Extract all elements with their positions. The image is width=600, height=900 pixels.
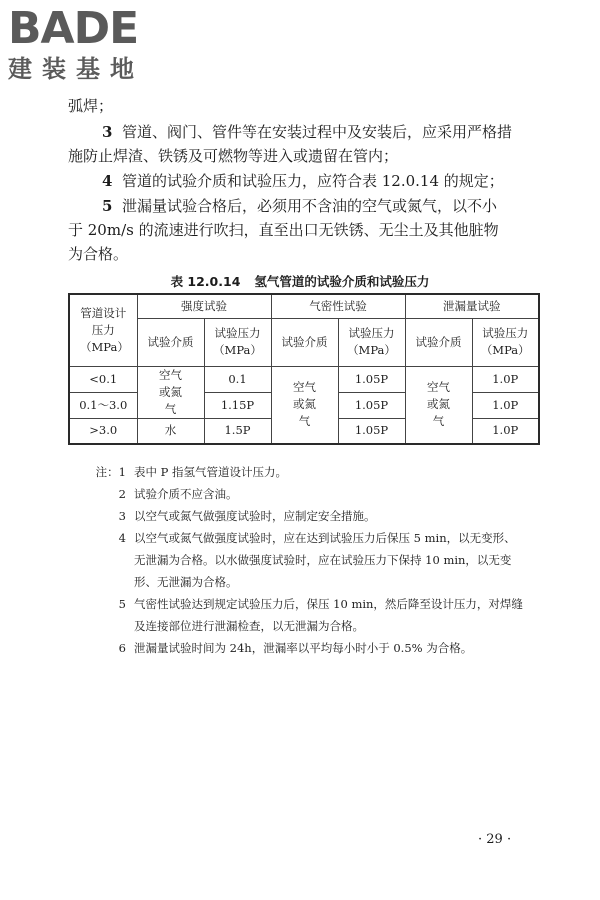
header-leak-medium: 试验介质 — [405, 318, 472, 366]
airtight-pressure-cell: 1.05P — [338, 418, 405, 444]
logo-brand-text: BADE — [8, 3, 139, 54]
test-pressure-table — [68, 293, 540, 445]
leak-medium-cell: 空气或氮气 — [405, 366, 472, 444]
item-number: 3 — [102, 123, 113, 141]
header-strength-test: 强度试验 — [137, 294, 271, 318]
paragraph-3-line-1 — [102, 121, 512, 143]
paragraph-5-line-1 — [102, 195, 497, 217]
note-label: 5 — [118, 597, 126, 611]
note-item — [92, 461, 572, 483]
note-text: 以空气或氮气做强度试验时，应制定安全措施。 — [134, 509, 376, 523]
leak-pressure-cell: 1.0P — [472, 392, 539, 418]
note-label: 4 — [118, 531, 126, 545]
note-text: 试验介质不应含油。 — [134, 487, 238, 501]
table-title: 氢气管道的试验介质和试验压力 — [254, 274, 430, 289]
paragraph-5-line-2: 于 20m/s 的流速进行吹扫，直至出口无铁锈、无尘土及其他脏物 — [68, 221, 499, 239]
note-label: 2 — [118, 487, 126, 501]
header-airtight-test: 气密性试验 — [271, 294, 405, 318]
note-text: 表中 P 指氢气管道设计压力。 — [134, 465, 288, 479]
note-text: 泄漏量试验时间为 24h，泄漏率以平均每小时小于 0.5% 为合格。 — [134, 641, 473, 655]
airtight-pressure-cell: 1.05P — [338, 392, 405, 418]
airtight-medium-cell: 空气或氮气 — [271, 366, 338, 444]
header-leakage-test: 泄漏量试验 — [405, 294, 539, 318]
design-pressure-cell: <0.1 — [69, 366, 137, 392]
note-text: 形、无泄漏为合格。 — [134, 575, 238, 589]
header-airtight-medium: 试验介质 — [271, 318, 338, 366]
header-design-pressure: 管道设计压力（MPa） — [69, 294, 137, 366]
header-airtight-pressure: 试验压力（MPa） — [338, 318, 405, 366]
paragraph-text: 管道的试验介质和试验压力，应符合表 12.0.14 的规定； — [121, 172, 504, 190]
note-item — [92, 483, 572, 505]
strength-pressure-cell: 1.5P — [204, 418, 271, 444]
brand-logo — [8, 3, 178, 90]
item-number: 4 — [102, 172, 113, 190]
table-notes — [92, 461, 572, 659]
note-label: 注：1 — [95, 465, 126, 479]
note-item — [92, 505, 572, 527]
airtight-pressure-cell: 1.05P — [338, 366, 405, 392]
paragraph-line: 弧焊； — [68, 97, 114, 115]
note-text: 及连接部位进行泄漏检查，以无泄漏为合格。 — [134, 619, 364, 633]
paragraph-text: 管道、阀门、管件等在安装过程中及安装后，应采用严格措 — [121, 123, 512, 141]
note-text: 无泄漏为合格。以水做强度试验时，应在试验压力下保持 10 min，以无变 — [134, 553, 512, 567]
strength-pressure-cell: 1.15P — [204, 392, 271, 418]
header-strength-medium: 试验介质 — [137, 318, 204, 366]
page-number: · 29 · — [478, 832, 512, 847]
note-label: 6 — [118, 641, 126, 655]
design-pressure-cell: 0.1～3.0 — [69, 392, 137, 418]
item-number: 5 — [102, 197, 113, 215]
header-strength-pressure: 试验压力（MPa） — [204, 318, 271, 366]
note-item — [92, 527, 572, 593]
table-row — [69, 366, 539, 392]
strength-medium-cell: 空气或氮气 — [137, 366, 204, 418]
paragraph-4 — [102, 170, 504, 192]
note-text: 气密性试验达到规定试验压力后，保压 10 min，然后降至设计压力，对焊缝 — [134, 597, 523, 611]
table-header-row — [69, 294, 539, 318]
note-item — [92, 637, 572, 659]
header-leak-pressure: 试验压力（MPa） — [472, 318, 539, 366]
note-item — [92, 593, 572, 637]
table-subheader-row — [69, 318, 539, 366]
paragraph-text: 泄漏量试验合格后，必须用不含油的空气或氮气，以不小 — [121, 197, 497, 215]
note-label: 3 — [118, 509, 126, 523]
strength-medium-cell: 水 — [137, 418, 204, 444]
paragraph-3-line-2: 施防止焊渣、铁锈及可燃物等进入或遗留在管内； — [68, 147, 399, 165]
leak-pressure-cell: 1.0P — [472, 418, 539, 444]
note-text: 以空气或氮气做强度试验时，应在达到试验压力后保压 5 min，以无变形、 — [134, 531, 516, 545]
table-caption — [0, 272, 600, 290]
leak-pressure-cell: 1.0P — [472, 366, 539, 392]
logo-subtitle: 建装基地 — [8, 55, 144, 83]
table-number: 表 12.0.14 — [170, 274, 241, 289]
design-pressure-cell: >3.0 — [69, 418, 137, 444]
strength-pressure-cell: 0.1 — [204, 366, 271, 392]
paragraph-5-line-3: 为合格。 — [68, 245, 129, 263]
